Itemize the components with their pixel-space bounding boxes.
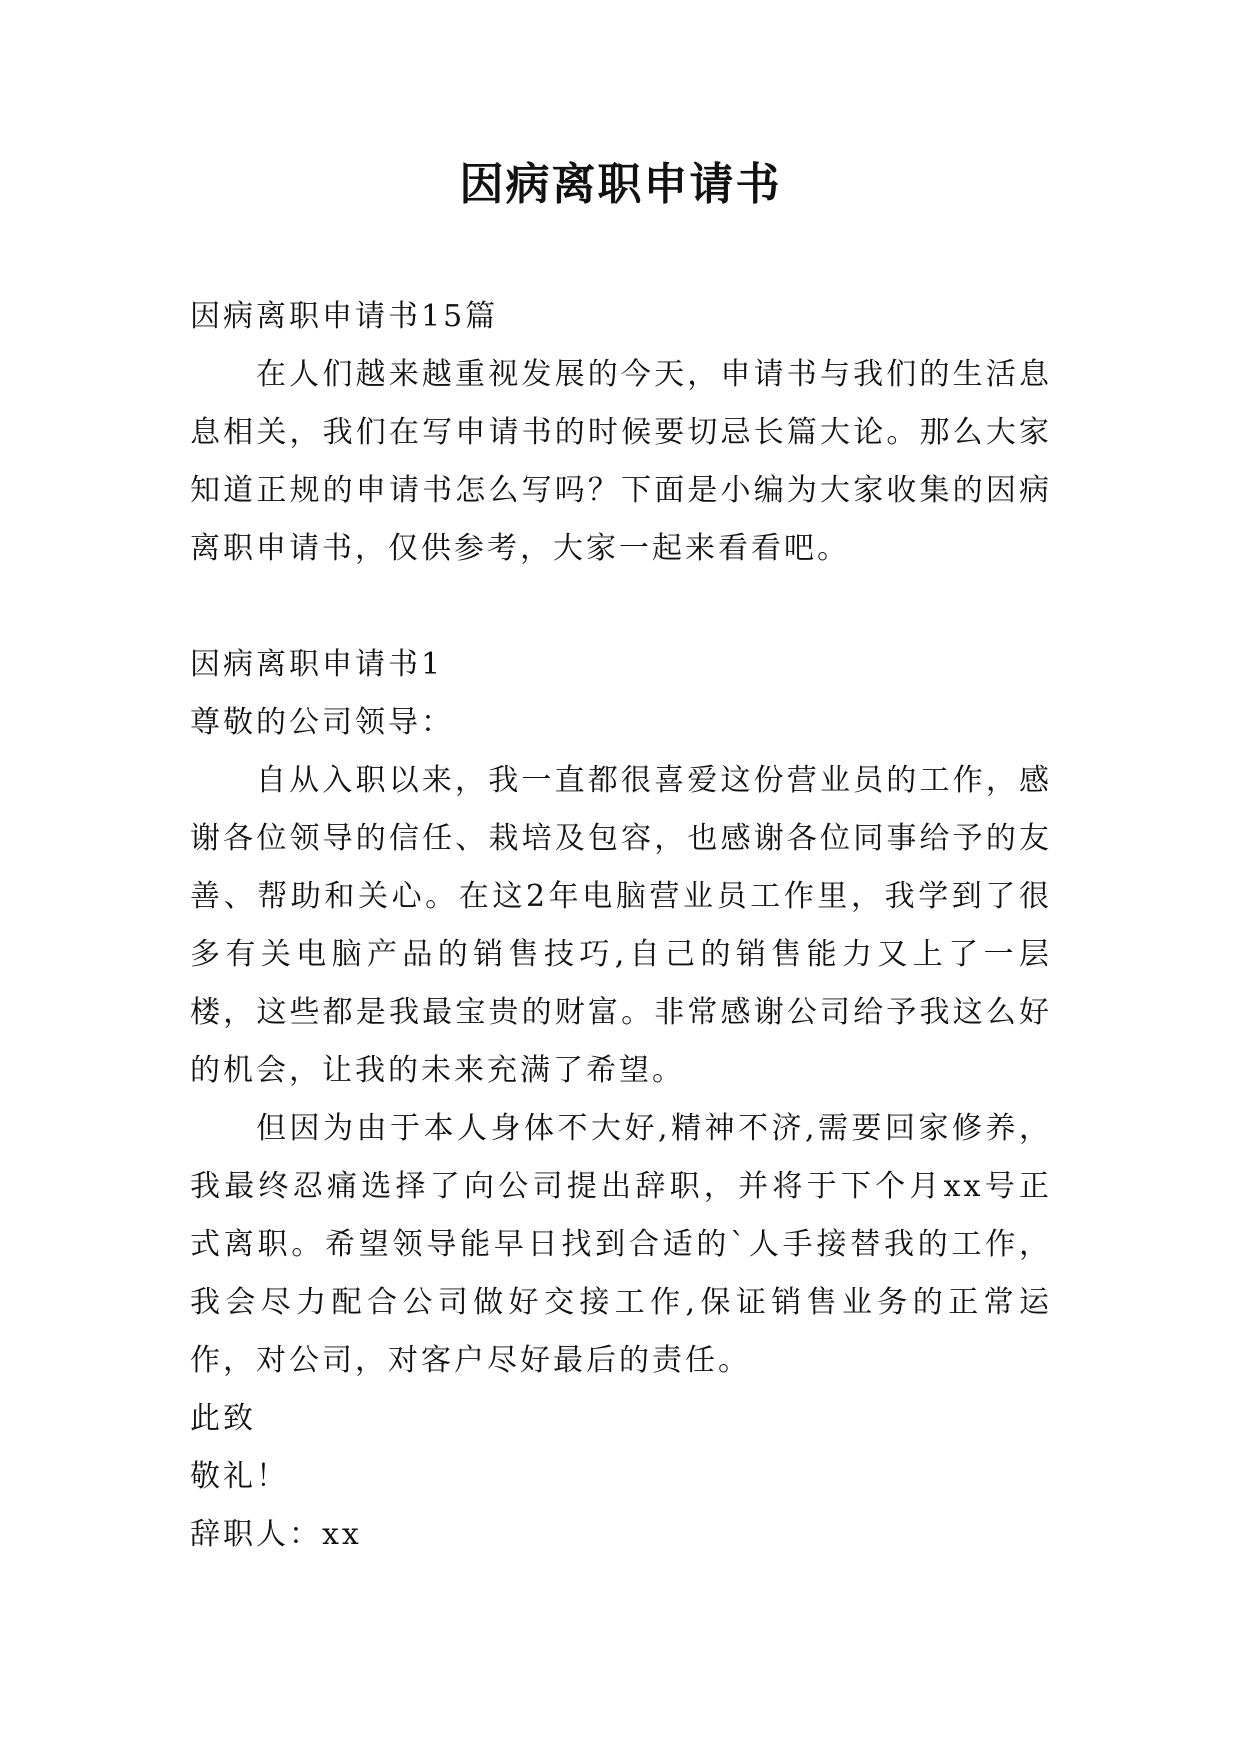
section-heading: 因病离职申请书1 xyxy=(190,647,444,682)
signature-line: 辞职人：xx xyxy=(190,1517,362,1552)
intro-paragraph: 在人们越来越重视发展的今天，申请书与我们的生活息息相关，我们在写申请书的时候要切忌长篇大论。那么大家知道正规的申请书怎么写吗？下面是小编为大家收集的因病离职申请书，仅供参考，大家一起来看看吧。 xyxy=(190,357,1052,566)
body-paragraph-1: 自从入职以来，我一直都很喜爱这份营业员的工作，感谢各位领导的信任、栽培及包容，也感谢各位同事给予的友善、帮助和关心。在这2年电脑营业员工作里，我学到了很多有关电脑产品的销售技巧,自己的销售能力又上了一层楼，这些都是我最宝贵的财富。非常感谢公司给予我这么好的机会，让我的未来充满了希望。 xyxy=(190,763,1052,1088)
document-subtitle: 因病离职申请书15篇 xyxy=(190,299,499,334)
document-body xyxy=(190,288,1052,1564)
closing-line-1: 此致 xyxy=(190,1401,256,1436)
body-paragraph-2: 但因为由于本人身体不大好,精神不济,需要回家修养，我最终忍痛选择了向公司提出辞职，并将于下个月xx号正式离职。希望领导能早日找到合适的`人手接替我的工作，我会尽力配合公司做好交接工作,保证销售业务的正常运作，对公司，对客户尽好最后的责任。 xyxy=(190,1111,1052,1378)
document-title: 因病离职申请书 xyxy=(459,159,782,210)
closing-line-2: 敬礼！ xyxy=(190,1459,289,1494)
paragraph-spacer xyxy=(190,578,1052,636)
salutation: 尊敬的公司领导： xyxy=(190,705,454,740)
